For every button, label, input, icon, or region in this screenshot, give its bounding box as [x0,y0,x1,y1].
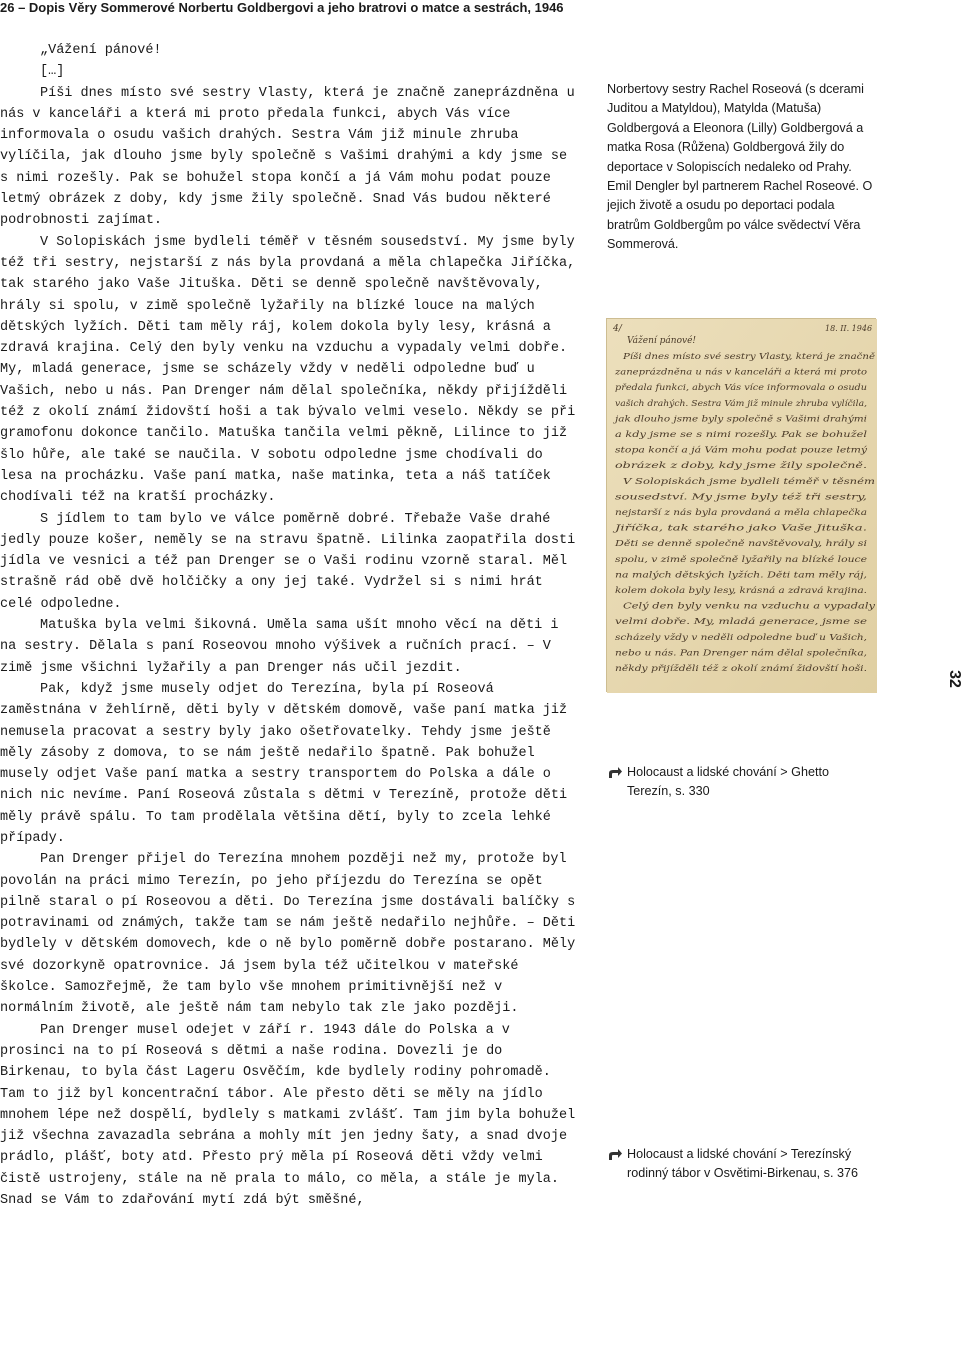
letter-handwriting-line: Děti se denně společně navštěvovaly, hrály si [613,538,868,549]
body-paragraph: Pak, když jsme musely odjet do Terezína, byla pí Roseová zaměstnána v žehlírně, děti byly v dětském domově, vaše paní matka již nemusela pracovat a sestry byly jako ošetřovatelky. Tehdy jsme ještě měly zásoby z domova, to se nám ještě nedařilo špatně. Pak bohužel musely odjet Vaše paní matka a sestry transportem do Polska a dále o nich nic nevíme. Paní Roseová zůstala s dětmi v Terezíně, protože děti měly právě spálu. To tam prodělala většina dětí, byly to zcela lehké případy. [0,681,568,846]
letter-handwriting-line: obrázek z doby, kdy jsme žily společně. [615,460,867,471]
omission-marker: […] [40,64,65,80]
redirect-arrow-icon [607,765,623,779]
page-number-text: 32 [946,670,963,688]
letter-handwriting-line: Píši dnes místo své sestry Vlasty, která je značně [621,351,876,361]
letter-handwriting-line: předala funkci, abych Vás více informovala o osudu [615,382,867,393]
body-paragraph: Pan Drenger přijel do Terezína mnohem později než my, protože byl povolán na práci mimo Terezín, po jeho příjezdu do Terezína se opět pilně staral o pí Roseovou a děti. Do Terezína jsme dostávali balíčky s potravinami od známých, takže tam se nám ještě nedařilo nejhůře. – Děti bydlely v dětském domovech, kde o ně bylo poměrně dobře postarano. Měly své dozorkyně opatrovnice. Já jsem byla též učitelkou v mateřské školce. Samozřejmě, že tam bylo vše mnohem primitivnější než v normálním životě, ale ještě nám tam nebylo tak zle jako později. [0,852,576,1017]
body-paragraph: Píši dnes místo své sestry Vlasty, která je značně zaneprázdněna u nás v kanceláři a která mi proto předala funkci, abych Vás více informovala o osudu vašich drahých. Sestra Vám již minule zhruba vylíčila, jak dlouho jsme byly společně s Vašimi drahými a kdy jsme se s nimi rozešly. Pak se bohužel stopa končí a já Vám mohu podat pouze letmý obrázek z doby, kdy jsme žily společně. Snad Vás budou některé podrobnosti zajímat. [0,85,575,229]
letter-greeting: Vážení pánové! [627,336,697,346]
letter-transcript [0,40,580,1211]
cross-reference-text: Holocaust a lidské chování > Terezínský rodinný tábor v Osvětimi-Birkenau, s. 376 [627,1147,858,1181]
letter-handwriting-line: stopa končí a já Vám mohu podat pouze letmý [615,444,868,455]
letter-handwriting-line: nejstarší z nás byla provdaná a měla chlapečka [615,507,868,517]
letter-handwriting-line: na malých dětských lyžích. Děti tam měly ráj, [615,569,868,580]
page-number [939,670,963,700]
letter-handwriting-line: scházely vždy v neděli odpoledne buď u Vašich, [615,631,868,642]
letter-handwriting-line: spolu, v zimě společně lyžařily na blízké louce [615,553,868,564]
letter-handwriting-line: velmi dobře. My, mladá generace, jsme se [615,616,868,627]
page-header: 26 – Dopis Věry Sommerové Norbertu Goldbergovi a jeho bratrovi o matce a sestrách, 1946 [0,0,564,15]
letter-date: 18. II. 1946 [825,324,873,333]
letter-handwriting-line: nebo u nás. Pan Drenger nám dělal společníka, [615,647,868,658]
handwritten-letter-image [606,318,876,692]
cross-reference-link[interactable] [607,1145,867,1184]
letter-handwriting-line: kolem dokola byly lesy, krásná a zdravá krajina. [615,585,867,595]
letter-scan [607,319,877,693]
salutation: „Vážení pánové! [40,43,162,58]
cross-reference-link[interactable] [607,763,867,802]
cross-reference-text: Holocaust a lidské chování > Ghetto Terezín, s. 330 [627,765,829,799]
letter-handwriting-line: Jiříčka, tak starého jako Vaše Jituška. [611,522,867,533]
letter-handwriting-line: někdy přijížděli též z okolí známí židovští hoši. [615,663,867,673]
letter-handwriting-line: V Solopiskách jsme bydleli téměř v těsném [623,475,876,486]
letter-handwriting-line: jak dlouho jsme byly společně s Vašimi drahými [612,413,868,424]
letter-handwriting-line: Celý den byly venku na vzduchu a vypadaly [623,600,876,611]
letter-handwriting-line: a kdy jsme se s nimi rozešly. Pak se bohužel [615,429,868,439]
body-paragraph: V Solopiskách jsme bydleli téměř v těsném sousedství. My jsme byly též tři sestry, nejstarší z nás byla provdaná a měla chlapečka Jiříčka, tak starého jako Vaše Jituška. Děti se denně společně navštěvovaly, hrály si spolu, v zimě společně lyžařily na blízké louce na malých dětských lyžích. Děti tam měly ráj, kolem dokola byly lesy, krásná a zdravá krajina. Celý den byly venku na vzduchu a vypadaly velmi dobře. My, mladá generace, jsme se scházely vždy v neděli odpoledne buď u Vašich, nebo u nás. Pan Drenger nám dělal společníka, někdy přijížděli též z okolí známí židovští hoši a tak bývalo velmi veselo. Někdy se při gramofonu dokonce tančilo. Matuška tančila velmi pěkně, Lilince to již šlo hůře, ale také se naučila. V sobotu odpoledne jsme chodívali do lesa na procházku. Vaše paní matka, naše matinka, teta a náš tatíček chodívali též na kratší procházky. [0,234,576,506]
body-paragraph: Matuška byla velmi šikovná. Uměla sama ušít mnoho věcí na děti i na sestry. Dělala s paní Roseovou mnoho výšivek a ručních prací. – V zimě jsme všichni lyžařily a pan Drenger nás učil jezdit. [0,618,559,676]
body-paragraph: S jídlem to tam bylo ve válce poměrně dobré. Třebaže Vaše drahé jedly pouze košer, neměly se na stravu špatně. Lilinka zaopatřila dosti jídla ve vesnici a též pan Drenger se o Vaši rodinu vzorně staral. Měl strašně rád obě dvě holčičky a ony jej také. Vydržel si s nimi hrát celé odpoledne. [0,511,576,612]
letter-mark: 4/ [613,324,622,334]
sidenote: Norbertovy sestry Rachel Roseová (s dcerami Juditou a Matyldou), Matylda (Matuša) Goldbergová a Eleonora (Lilly) Goldbergová a matka Rosa (Růžena) Goldbergová žily do deportace v Solopiscích nedaleko od Prahy. Emil Dengler byl partnerem Rachel Roseové. O jejich životě a osudu po deportaci podala bratrům Goldbergům po válce svědectví Věra Sommerová. [607,82,873,252]
redirect-arrow-icon [607,1147,623,1161]
letter-handwriting-line: vašich drahých. Sestra Vám již minule zhruba vylíčila, [615,397,868,408]
letter-handwriting [612,351,876,673]
letter-handwriting-line: sousedství. My jsme byly též tři sestry, [615,491,868,502]
body-paragraph: Pan Drenger musel odejet v září r. 1943 dále do Polska a v prosinci na to pí Roseová s dětmi a naše rodina. Dovezli je do Birkenau, to byla část Lageru Osvěčím, kde bydlely rodiny pohromadě. Tam to již byl koncentrační tábor. Ale přesto děti se měly na jídlo mnohem lépe než dospělí, bydlely s matkami zvlášť. Tam jim byla bohužel již všechna zavazadla sebrána a mohly mít jen jedny šaty, a snad dvoje prádlo, plášť, boty atd. Přesto prý měla pí Roseová děti vždy velmi čistě ustrojeny, stále na ně prala to málo, co měla, a stále je myla. Snad se Vám to zdařování mytí zdá být směšné, [0,1022,576,1209]
letter-handwriting-line: zaneprázdněna u nás v kanceláři a která mi proto [613,366,867,377]
